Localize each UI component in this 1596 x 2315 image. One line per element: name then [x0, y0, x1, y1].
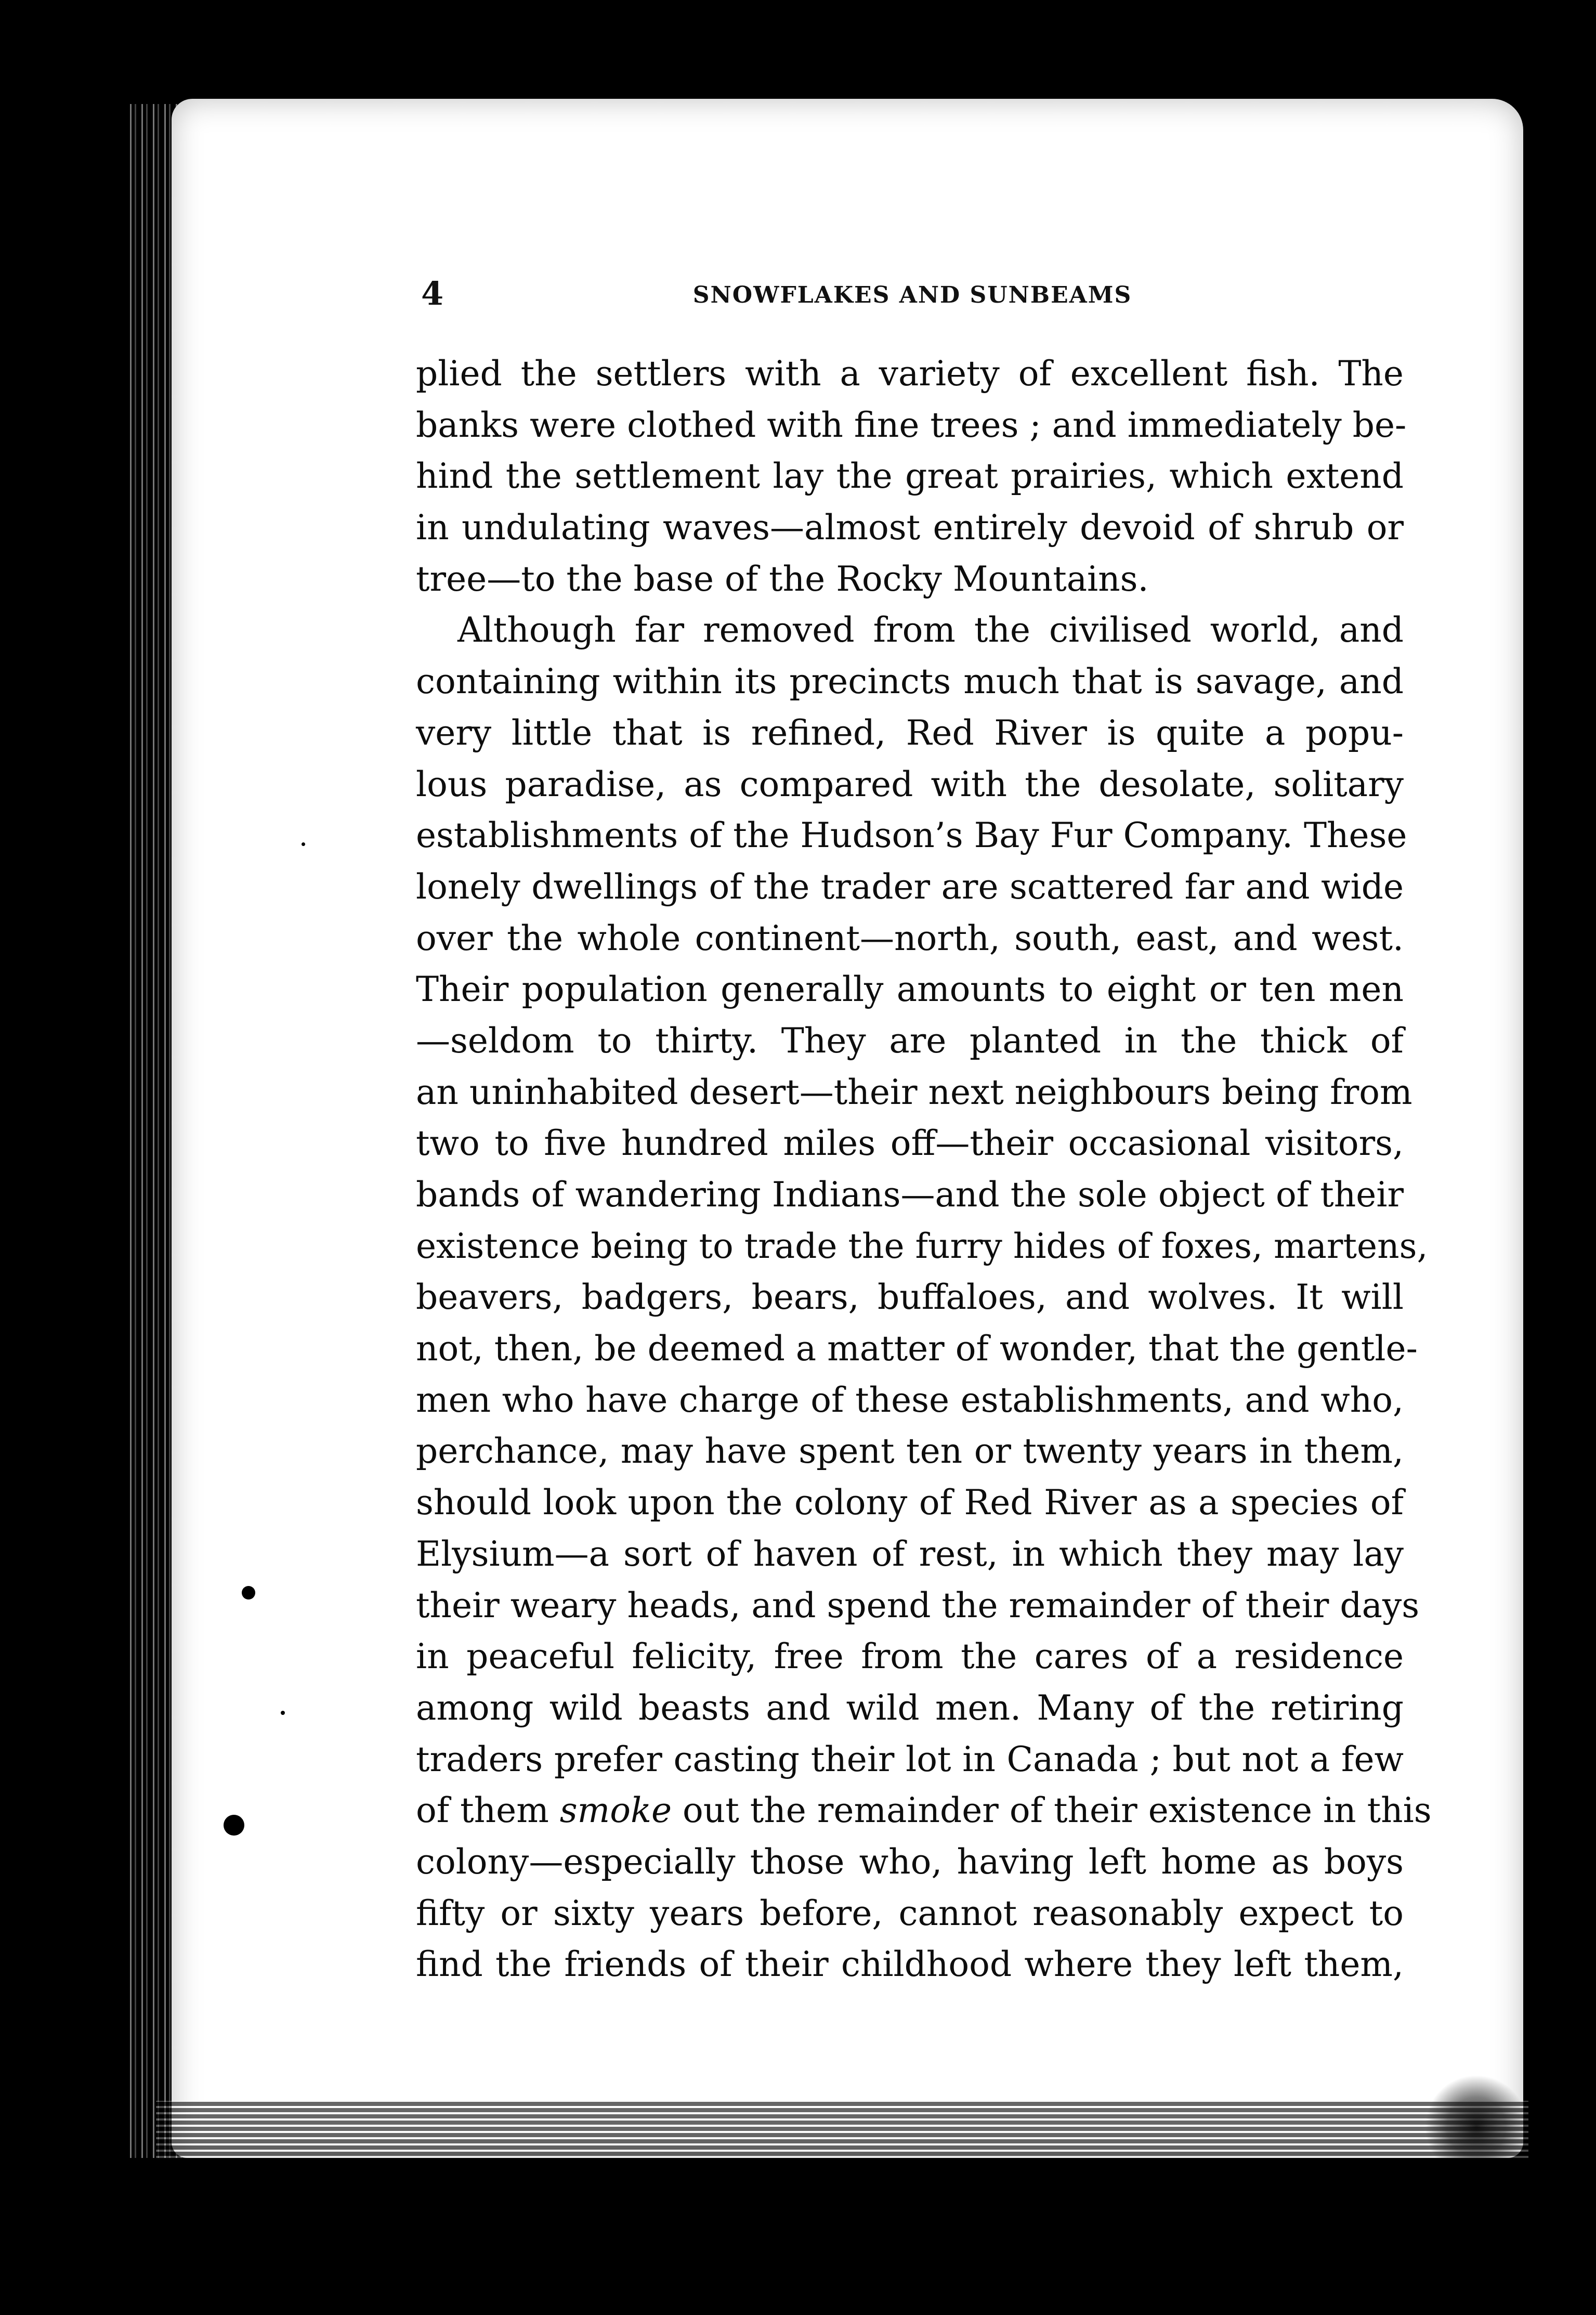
text-line: [416, 1785, 1432, 1837]
text-line: lous paradise, as compared with the desolate, solitary: [416, 764, 1404, 804]
body-text: [416, 348, 1432, 1991]
running-head: SNOWFLAKES AND SUNBEAMS: [692, 282, 1132, 308]
text-line: existence being to trade the furry hides of foxes, martens,: [416, 1226, 1428, 1266]
text-line: in peaceful felicity, free from the cares of a residence: [416, 1636, 1404, 1677]
italic-word: smoke: [559, 1790, 672, 1831]
ink-speck: [224, 1815, 244, 1836]
text-line: bands of wandering Indians—and the sole object of their: [416, 1175, 1404, 1215]
text-line: Although far removed from the civilised world, and: [457, 610, 1404, 651]
text-line: very little that is refined, Red River is quite a popu-: [416, 712, 1404, 753]
text-line: not, then, be deemed a matter of wonder, that the gentle-: [416, 1329, 1418, 1369]
text-line: their weary heads, and spend the remainder of their days: [416, 1585, 1420, 1625]
text-line: establishments of the Hudson’s Bay Fur Company. These: [416, 815, 1407, 856]
text-line: in undulating waves—almost entirely devoid of shrub or: [416, 508, 1404, 548]
text-line: Elysium—a sort of haven of rest, in which they may lay: [416, 1533, 1404, 1574]
text-line: hind the settlement lay the great prairies, which extend: [416, 456, 1404, 497]
text-line: among wild beasts and wild men. Many of the retiring: [416, 1687, 1404, 1728]
corner-smudge: [1424, 2075, 1528, 2179]
text-line: tree—to the base of the Rocky Mountains.: [416, 558, 1149, 599]
ink-speck: [302, 842, 305, 846]
text-line: should look upon the colony of Red River as a species of: [416, 1482, 1404, 1523]
text-line: fifty or sixty years before, cannot reasonably expect to: [416, 1893, 1404, 1933]
page-number: 4: [421, 275, 444, 313]
text-line: an uninhabited desert—their next neighbours being from: [416, 1072, 1412, 1112]
text-line: lonely dwellings of the trader are scattered far and wide: [416, 866, 1404, 907]
scanned-page-edge-bottom: [156, 2101, 1528, 2158]
text-line: traders prefer casting their lot in Canada ; but not a few: [416, 1739, 1404, 1779]
text-line: beavers, badgers, bears, buffaloes, and wolves. It will: [416, 1277, 1404, 1318]
text-line: over the whole continent—north, south, east, and west.: [416, 918, 1404, 958]
text-line: men who have charge of these establishments, and who,: [416, 1380, 1404, 1420]
text-line: plied the settlers with a variety of excellent fish. The: [416, 354, 1404, 394]
ink-speck: [242, 1586, 255, 1599]
text-line: —seldom to thirty. They are planted in the thick of: [416, 1020, 1404, 1061]
text-line: Their population generally amounts to eight or ten men: [416, 969, 1404, 1010]
text-line: banks were clothed with fine trees ; and immediately be-: [416, 405, 1407, 445]
text-line: colony—especially those who, having left home as boys: [416, 1841, 1404, 1882]
text-line: find the friends of their childhood where they left them,: [416, 1944, 1404, 1985]
text-line: two to five hundred miles off—their occasional visitors,: [416, 1123, 1404, 1164]
page-header: [421, 276, 1404, 312]
text-line: perchance, may have spent ten or twenty years in them,: [416, 1431, 1404, 1472]
text-line: containing within its precincts much that is savage, and: [416, 661, 1404, 702]
ink-speck: [281, 1711, 285, 1715]
text-segment: of them: [416, 1790, 560, 1831]
text-segment: out the remainder of their existence in this: [672, 1790, 1432, 1831]
